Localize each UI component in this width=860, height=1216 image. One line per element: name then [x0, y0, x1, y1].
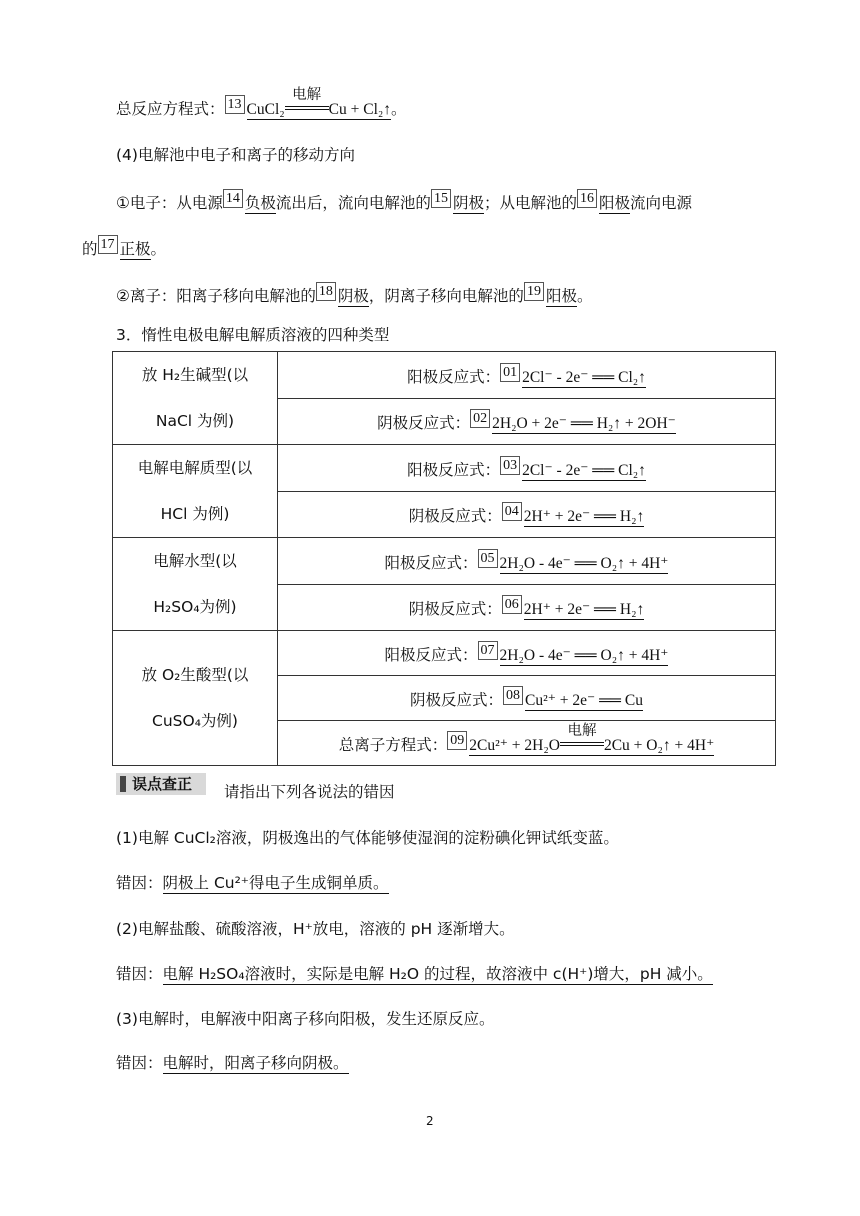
type-cell: 电解水型(以 H₂SO₄为例): [113, 538, 278, 631]
answer: 阳极: [598, 194, 630, 212]
electron-line-cont: 的 17 正极。: [82, 237, 167, 258]
electrolysis-types-table: [112, 351, 776, 766]
error-check-tag: 误点查正: [116, 773, 206, 795]
blank-number: 15: [431, 189, 451, 208]
blank-number: 14: [223, 189, 243, 208]
reaction-cell: 阴极反应式： 06 2H⁺ + 2e⁻ ══ H₂↑: [278, 584, 776, 631]
electron-line: ①电子：从电源 14 负极流出后，流向电解池的 15 阴极；从电解池的 16 阳极流向电源: [116, 191, 692, 212]
answer: 负极: [244, 194, 276, 212]
blank-number: 16: [577, 189, 597, 208]
blank-number: 13: [225, 95, 245, 114]
error-intro: 请指出下列各说法的错因: [224, 783, 395, 801]
answer: 阳极: [545, 287, 577, 305]
page-number: 2: [426, 1114, 434, 1128]
electrolysis-condition: 电解: [285, 101, 329, 119]
error-question-2: (2)电解盐酸、硫酸溶液，H⁺放电，溶液的 pH 逐渐增大。: [116, 920, 515, 938]
blank-number: 17: [98, 235, 118, 254]
error-question-3: (3)电解时，电解液中阳离子移向阳极，发生还原反应。: [116, 1010, 495, 1028]
section-heading-3: 3．惰性电极电解电解质溶液的四种类型: [116, 326, 390, 344]
reaction-cell: 阴极反应式： 02 2H₂O + 2e⁻ ══ H₂↑ + 2OH⁻: [278, 398, 776, 445]
type-cell: 放 O₂生酸型(以 CuSO₄为例): [113, 631, 278, 766]
ion-line: ②离子：阳离子移向电解池的 18 阴极，阴离子移向电解池的 19 阳极。: [116, 284, 593, 305]
electrolysis-condition: 电解: [560, 737, 604, 755]
error-answer-2: 错因：电解 H₂SO₄溶液时，实际是电解 H₂O 的过程，故溶液中 c(H⁺)增大，pH 减小。: [116, 965, 713, 983]
section-heading-4: (4)电解池中电子和离子的移动方向: [116, 146, 355, 164]
reaction-cell: 阳极反应式： 03 2Cl⁻ - 2e⁻ ══ Cl₂↑: [278, 445, 776, 492]
total-equation-line: 总反应方程式： 13 CuCl₂ 电解 Cu + Cl₂↑。: [116, 87, 407, 118]
blank-number: 18: [316, 282, 336, 301]
answer: 阴极: [337, 287, 369, 305]
reaction-cell: 阴极反应式： 08 Cu²⁺ + 2e⁻ ══ Cu: [278, 676, 776, 721]
error-answer-3: 错因：电解时，阳离子移向阴极。: [116, 1054, 349, 1072]
reaction-cell: 阳极反应式： 01 2Cl⁻ - 2e⁻ ══ Cl₂↑: [278, 352, 776, 399]
reaction-cell: 阴极反应式： 04 2H⁺ + 2e⁻ ══ H₂↑: [278, 491, 776, 538]
error-answer-1: 错因：阴极上 Cu²⁺得电子生成铜单质。: [116, 874, 389, 892]
type-cell: 电解电解质型(以 HCl 为例): [113, 445, 278, 538]
answer: 阴极: [452, 194, 484, 212]
reaction-cell: 阳极反应式： 05 2H₂O - 4e⁻ ══ O₂↑ + 4H⁺: [278, 538, 776, 585]
reaction-cell: 总离子方程式： 09 2Cu²⁺ + 2H₂O 电解 2Cu + O₂↑ + 4H⁺: [278, 721, 776, 766]
reaction-cell: 阳极反应式： 07 2H₂O - 4e⁻ ══ O₂↑ + 4H⁺: [278, 631, 776, 676]
blank-number: 19: [524, 282, 544, 301]
error-question-1: (1)电解 CuCl₂溶液，阴极逸出的气体能够使湿润的淀粉碘化钾试纸变蓝。: [116, 829, 619, 847]
answer-equation: CuCl₂ 电解 Cu + Cl₂↑: [246, 87, 392, 118]
type-cell: 放 H₂生碱型(以 NaCl 为例): [113, 352, 278, 445]
answer: 正极: [119, 240, 151, 258]
